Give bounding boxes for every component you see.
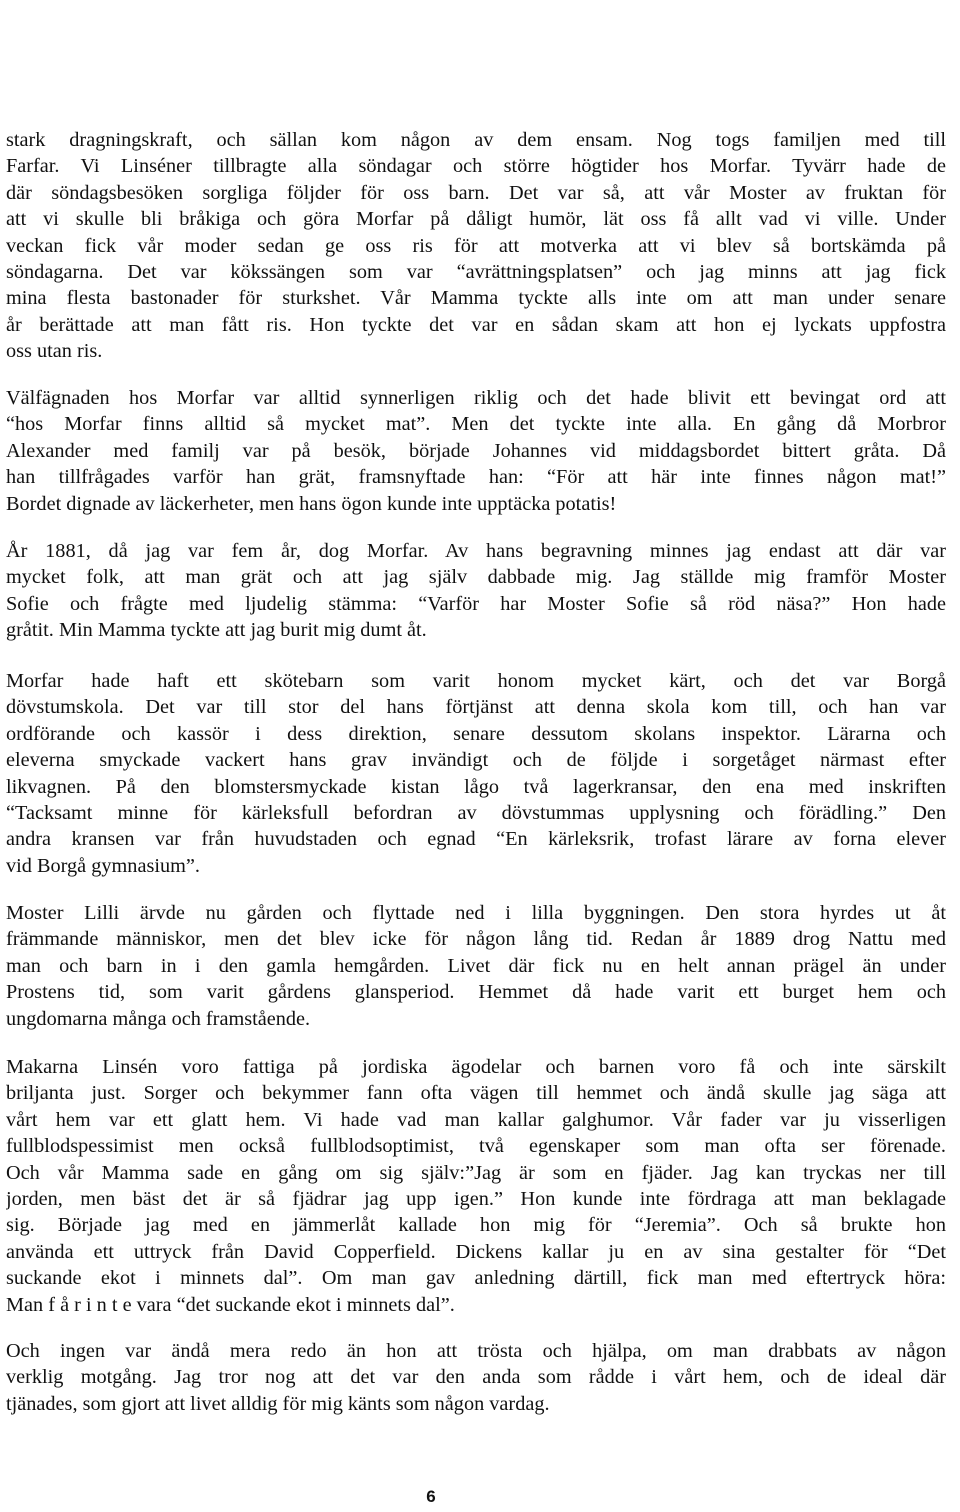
- text-line: Man f å r i n t e vara “det suckande ekot i minnets dal”.: [6, 1293, 455, 1316]
- text-line: sig. Började jag med en jämmerlåt kallade hon mig för “Jeremia”. Och så brukte hon: [6, 1214, 946, 1237]
- text-line: att vi skulle bli bråkiga och göra Morfar på dåligt humör, lät oss få allt vad vi ville. Under: [6, 208, 946, 231]
- text-line: Alexander med familj var på besök, började Johannes vid middagsbordet bittert gråta. Då: [6, 439, 946, 462]
- text-line: Makarna Linsén voro fattiga på jordiska ägodelar och barnen voro få och inte särskilt: [6, 1056, 946, 1078]
- text-line: jorden, men bäst det är så fjädrar jag upp igen.” Hon kunde inte fördraga att man beklagade: [6, 1187, 946, 1210]
- text-line: mina flesta bastonader för sturkshet. Vår Mamma tyckte alls inte om att man under senare: [6, 287, 946, 310]
- text-line: ordförande och kassör i dess direktion, senare dessutom skolans inspektor. Lärarna och: [6, 722, 946, 745]
- paragraph-3: [6, 538, 946, 644]
- paragraph-5: [6, 900, 946, 1032]
- text-line: stark dragningskraft, och sällan kom någon av dem ensam. Nog togs familjen med till: [6, 129, 946, 151]
- text-line: eleverna smyckade vackert hans grav invändigt och de följde i sorgetåget närmast efter: [6, 749, 946, 772]
- text-line: söndagarna. Det var kökssängen som var “avrättningsplatsen” och jag minns att jag fick: [6, 260, 946, 283]
- paragraph-4: [6, 668, 946, 879]
- text-line: Prostens tid, som varit gårdens glansperiod. Hemmet då hade varit ett burget hem och: [6, 981, 946, 1004]
- text-line: tjänades, som gjort att livet alldig för mig känts som någon vardag.: [6, 1392, 550, 1415]
- text-line: han tillfrågades varför han grät, framsnyftade han: “För att här inte finnes någon mat!”: [6, 466, 946, 489]
- page-number-label: 6: [426, 1487, 436, 1506]
- text-line: “Tacksamt minne för kärleksfull befordran av dövstummas upplysning och förädling.” Den: [6, 801, 946, 824]
- text-line: likvagnen. På den blomstersmyckade kistan lågo två lagerkransar, den ena med inskriften: [6, 775, 946, 798]
- text-line: man och barn in i den gamla hemgården. Livet där fick nu en helt annan prägel än under: [6, 954, 946, 977]
- text-line: veckan fick vår moder sedan ge oss ris för att motverka att vi blev så bortskämda på: [6, 234, 946, 257]
- text-line: gråtit. Min Mamma tyckte att jag burit mig dumt åt.: [6, 619, 427, 642]
- text-line: Och ingen var ändå mera redo än hon att trösta och hjälpa, om man drabbats av någon: [6, 1340, 946, 1362]
- text-line: verklig motgång. Jag tror nog att det var den anda som rådde i vårt hem, och de ideal där: [6, 1366, 946, 1389]
- text-line: Morfar hade haft ett skötebarn som varit honom mycket kärt, och det var Borgå: [6, 670, 946, 692]
- paragraph-6: [6, 1054, 946, 1318]
- text-line: fullblodspessimist men också fullblodsoptimist, två egenskaper som man ofta ser förenade.: [6, 1135, 946, 1158]
- text-line: ungdomarna många och framstående.: [6, 1007, 311, 1030]
- text-line: år berättade att man fått ris. Hon tyckte det var en sådan skam att hon ej lyckats uppfostra: [6, 313, 946, 336]
- text-line: Och vår Mamma sade en gång om sig själv:”Jag är som en fjäder. Jag kan tryckas ner till: [6, 1161, 946, 1184]
- text-line: där söndagsbesöken sorgliga följder för oss barn. Det var så, att vår Moster av fruktan för: [6, 181, 946, 204]
- text-line: Välfägnaden hos Morfar var alltid synnerligen riklig och det hade blivit ett bevingat ord att: [6, 387, 946, 409]
- text-line: använda ett uttryck från David Copperfield. Dickens kallar ju en av sina gestalter för “Det: [6, 1240, 946, 1263]
- text-line: briljanta just. Sorger och bekymmer fann ofta vägen till hemmet och ändå skulle jag säga att: [6, 1082, 946, 1105]
- text-line: År 1881, då jag var fem år, dog Morfar. Av hans begravning minnes jag endast att där var: [6, 540, 946, 562]
- paragraph-1: [6, 127, 946, 365]
- text-line: “hos Morfar finns alltid så mycket mat”. Men det tyckte inte alla. En gång då Morbror: [6, 413, 946, 436]
- text-line: Bordet dignade av läckerheter, men hans ögon kunde inte upptäcka potatis!: [6, 492, 617, 515]
- page-number: [0, 1487, 960, 1507]
- paragraph-7: [6, 1338, 946, 1417]
- text-line: vårt hem var ett glatt hem. Vi hade vad man kallar galghumor. Vår fader var ju visserligen: [6, 1108, 946, 1131]
- text-line: främmande människor, men det blev icke för någon lång tid. Redan år 1889 drog Nattu med: [6, 928, 946, 951]
- text-line: dövstumskola. Det var till stor del hans förtjänst att denna skola kom till, och han var: [6, 696, 946, 719]
- text-line: suckande ekot i minnets dal”. Om man gav anledning därtill, fick man med eftertryck höra:: [6, 1267, 946, 1290]
- text-line: Sofie och frågte med ljudelig stämma: “Varför har Moster Sofie så röd näsa?” Hon hade: [6, 592, 946, 615]
- text-line: andra kransen var från huvudstaden och egnad “En kärleksrik, trofast lärare av forna elever: [6, 828, 946, 851]
- text-line: vid Borgå gymnasium”.: [6, 854, 200, 877]
- text-line: Moster Lilli ärvde nu gården och flyttade ned i lilla byggningen. Den stora hyrdes ut åt: [6, 902, 946, 924]
- text-line: Farfar. Vi Linséner tillbragte alla söndagar och större högtider hos Morfar. Tyvärr hade de: [6, 155, 946, 178]
- paragraph-2: [6, 385, 946, 517]
- text-line: mycket folk, att man grät och att jag själv dabbade mig. Jag ställde mig framför Moster: [6, 566, 946, 589]
- text-line: oss utan ris.: [6, 340, 103, 363]
